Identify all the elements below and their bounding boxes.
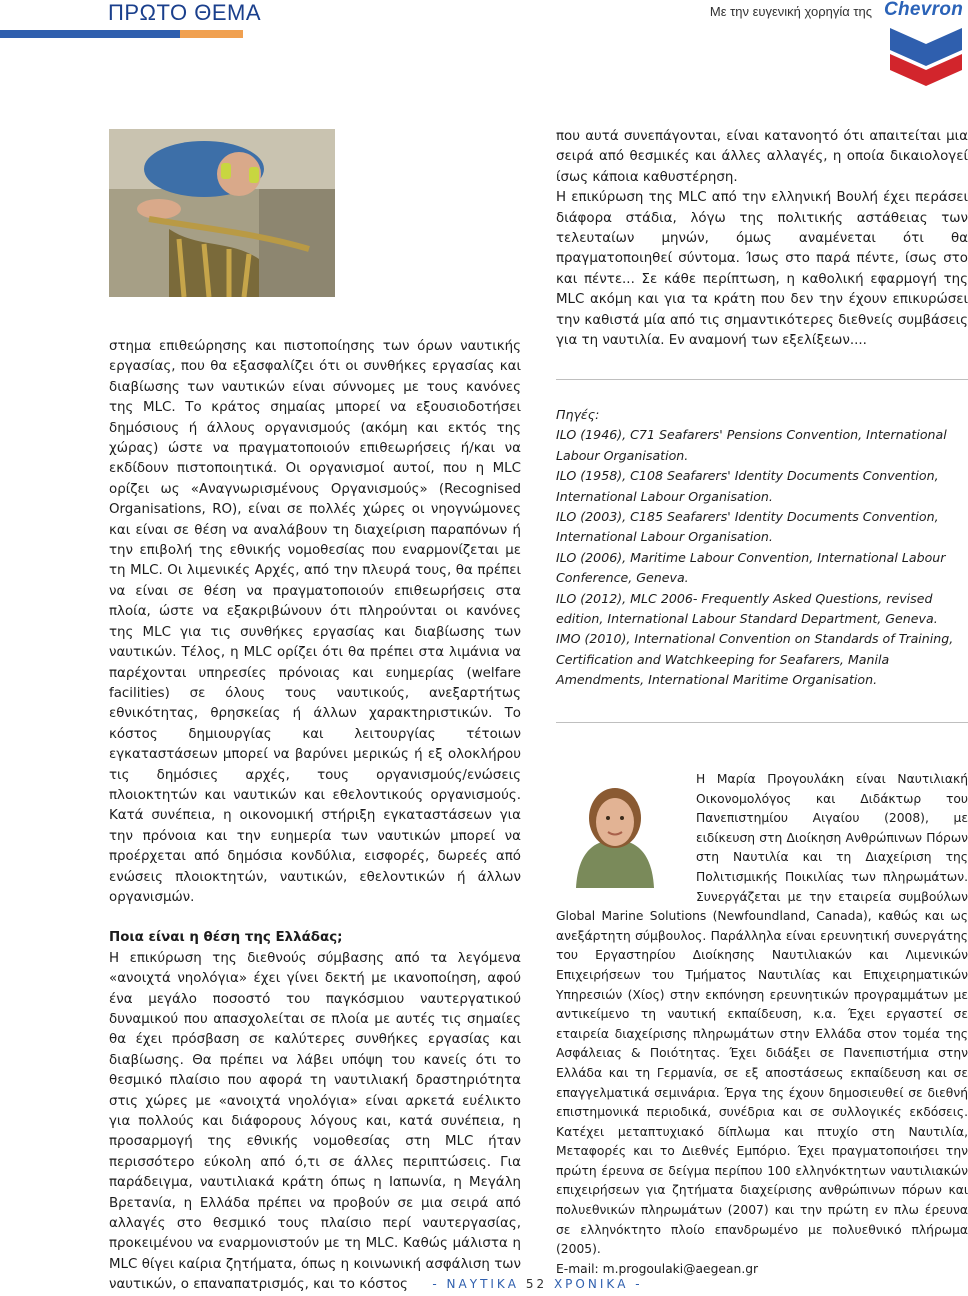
seafarer-photo (109, 129, 335, 297)
sources-list (556, 405, 968, 691)
author-bio-block (556, 770, 968, 1279)
author-bio: Η Μαρία Προγουλάκη είναι Ναυτιλιακή Οικονομολόγος και Διδάκτωρ του Πανεπιστημίου Αιγαίου (2008), με ειδίκευση στη Διοίκηση Ανθρώπινων Πόρων στη Ναυτιλία και τη Διαχείριση της Πολιτισμικής Ποικιλίας των πληρωμάτων. Συνεργάζεται με την εταιρεία συμβούλων Global Marine Solutions (Newfoundland, Canada), καθώς και ως ανεξάρτητη σύμβουλος. Παράλληλα είναι ερευνητική συνεργάτης του Εργαστηρίου Διοίκησης Ναυτιλιακών και Λιμενικών Επιχειρήσεων του Τμήματος Ναυτιλίας και Επιχειρηματικών Υπηρεσιών (Χίος) στην εκπόνηση ερευνητικών προγραμμάτων με αντικείμενο τη ναυτική εκπαίδευση, κ.α. Έχει εργαστεί σε εταιρεία διαχείρισης πληρωμάτων στην Ελλάδα στον τομέα της Ασφάλειας & Ποιότητας. Έχει διδάξει σε Πανεπιστήμια στην Ελλάδα και τη Γερμανία, σε εξ αποστάσεως εκπαίδευση και σε επαγγελματικά σεμινάρια. Έργα της έχουν δημοσιευθεί σε διεθνή επιστημονικά περιοδικά, συνέδρια και σε συλλογικές εκδόσεις. Κατέχει μεταπτυχιακό δίπλωμα και πτυχίο στη Ναυτιλία, Μεταφορές και το Διεθνές Εμπόριο. Έχει πραγματοποιήσει την πρώτη έρευνα σε δείγμα περίπου 100 ελληνόκτητων ναυτιλιακών επιχειρήσεων για ζητήματα διαχείρισης ανθρώπινων πόρων και πολυεθνικών πληρωμάτων (2007) και την πρώτη εν πλω έρευνα σε ελληνόκτητο πλοίο επανδρωμένο με πολυεθνικό πλήρωμα (2005). (556, 772, 968, 1257)
header-bar-orange (180, 30, 243, 38)
source-item: IMO (2010), International Convention on Standards of Training, Certification and Watchkeeping for Seafarers, Manila Amendments, International Maritime Organisation. (556, 631, 954, 688)
chevron-logo-wordmark: Chevron (884, 0, 964, 20)
page-number: 52 (525, 1277, 548, 1291)
header-color-bar (0, 30, 243, 38)
source-item: ILO (1958), C108 Seafarers' Identity Documents Convention, International Labour Organisation. (556, 468, 939, 504)
article-paragraph: Η επικύρωση της διεθνούς σύμβασης από τα λεγόμενα «ανοιχτά νηολόγια» έχει γίνει δεκτή με ικανοποίηση, αφού ένα μεγάλο ποσοστό του παγκόσμιου ναυτεργατικού δυναμικού που απασχολείται σε πλοία με αυτές τις σημαίες θα έχει πρόσβαση σε καλύτερες συνθήκες εργασίας και διαβίωσης. Θα πρέπει να λάβει υπόψη του κανείς ότι το θεσμικό πλαίσιο που αφορά τη ναυτιλιακή δραστηριότητα στις χώρες με «ανοιχτά νηολόγια» είναι αρκετά ευέλικτο για πολλούς και διάφορους λόγους και, κατά συνέπεια, η προσαρμογή της εθνικής νομοθεσίας στη MLC ήταν περισσότερο εύκολη από ό,τι σε άλλες περιπτώσεις. Για παράδειγμα, ναυτιλιακά κράτη όπως η Ιαπωνία, η Μεγάλη Βρετανία, η Ελλάδα πρέπει να προβούν σε μια σειρά από αλλαγές στο θεσμικό τους πλαίσιο περί ναυτεργασίας, προκειμένου να εναρμονιστούν με τη MLC. Καθώς μάλιστα η MLC θίγει καίρια ζητήματα, όπως η κοινωνική ασφάλιση των ναυτικών, ο επαναπατρισμός, και το κόστος (109, 950, 521, 1293)
article-right-column (556, 127, 968, 351)
page-footer (0, 1277, 968, 1291)
chevron-emblem-icon (884, 0, 968, 88)
article-paragraph: Η επικύρωση της MLC από την ελληνική Βουλή έχει περάσει διάφορα στάδια, λόγω της πολιτικής αστάθειας των τελευταίων μηνών, όμως αναμένεται ότι θα πραγματοποιηθεί σύντομα. Ίσως στο παρά πέντε, ίσως στο και πέντε... Σε κάθε περίπτωση, η καθολική εφαρμογή της MLC ακόμη και για τα κράτη που δεν την έχουν επικυρώσει την καθιστά μία από τις σημαντικότερες διεθνείς συμβάσεις για τη ναυτιλία. Εν αναμονή των εξελίξεων.... (556, 190, 968, 349)
source-item: ILO (2012), MLC 2006- Frequently Asked Questions, revised edition, International Labour Standard Department, Geneva. (556, 590, 938, 627)
author-email[interactable]: E-mail: m.progoulaki@aegean.gr (556, 1261, 759, 1276)
source-item: ILO (2006), Maritime Labour Convention, International Labour Conference, Geneva. (556, 549, 946, 586)
sources-label: Πηγές: (556, 407, 600, 422)
source-item: ILO (2003), C185 Seafarers' Identity Documents Convention, International Labour Organisation. (556, 509, 939, 545)
article-paragraph: που αυτά συνεπάγονται, είναι κατανοητό ότι απαιτείται μια σειρά από θεσμικές και άλλες αλλαγές, η οποία δικαιολογεί ίσως κάποια καθυστέρηση. (556, 129, 968, 185)
article-paragraph: στημα επιθεώρησης και πιστοποίησης των όρων ναυτικής εργασίας, που θα εξασφαλίζει ότι οι συνθήκες εργασίας και διαβίωσης των ναυτικών είναι σύννομες με τους κανόνες της MLC. Το κράτος σημαίας μπορεί να εξουσιοδοτήσει δημόσιους ή άλλους οργανισμούς (ακόμη και εκτός της χώρας) ώστε να πραγματοποιούν επιθεωρήσεις ή/και να εκδίδουν πιστοποιητικά. Οι οργανισμοί αυτοί, που η MLC ορίζει ως «Αναγνωρισμένους Οργανισμούς» (Recognised Organisations, RO), είναι σε πολλές χώρες οι νηογνώμονες και είναι σε θέση να αναλάβουν τη διαχείριση παραπόνων ή την επιβολή της εθνικής νομοθεσίας που εναρμονίζεται με τη MLC. Οι λιμενικές Αρχές, από την πλευρά τους, θα πρέπει να είναι σε θέση να πραγματοποιούν επιθεωρήσεις στα πλοία, ώστε να εξακριβώνουν ότι πληρούνται οι κανόνες της MLC για τις συνθήκες εργασίας και διαβίωσης των ναυτικών. Τέλος, η MLC ορίζει ότι θα πρέπει στα λιμάνια να παρέχονται υπηρεσίες πρόνοιας και ευημερίας (welfare facilities) σε όλους τους ναυτικούς, ανεξαρτήτως εθνικότητας, θρησκείας ή άλλων χαρακτηριστικών. Το κόστος δημιουργίας και λειτουργίας τέτοιων εγκαταστάσεων μπορεί να βαρύνει μερικώς ή εξ ολοκλήρου τις δημόσιες αρχές, τους οργανισμούς/ενώσεις πλοιοκτητών και ναυτικών και εθελοντικούς οργανισμούς. Κατά συνέπεια, η οικονομική στήριξη εγκαταστάσεων για την πρόνοια και την ευημερία των ναυτικών μπορεί να προέρχεται από δημόσια κονδύλια, εισφορές, δωρεές από ενώσεις πλοιοκτητών, ναυτικών, εθελοντικών ή άλλων οργανισμών. (109, 339, 521, 905)
section-title: ΠΡΩΤΟ ΘΕΜΑ (108, 0, 262, 25)
divider (556, 722, 968, 723)
chevron-logo (884, 0, 968, 88)
sponsor-text: Με την ευγενική χορηγία της (709, 4, 872, 19)
header-bar-blue (0, 30, 180, 38)
footer-right: ΧΡΟΝΙΚΑ - (553, 1277, 643, 1291)
divider (556, 379, 968, 380)
article-left-column (109, 337, 521, 1296)
section-heading: Ποια είναι η θέση της Ελλάδας; (109, 930, 343, 946)
source-item: ILO (1946), C71 Seafarers' Pensions Convention, International Labour Organisation. (556, 427, 947, 463)
footer-left: - ΝΑΥΤΙΚΑ (432, 1277, 520, 1291)
